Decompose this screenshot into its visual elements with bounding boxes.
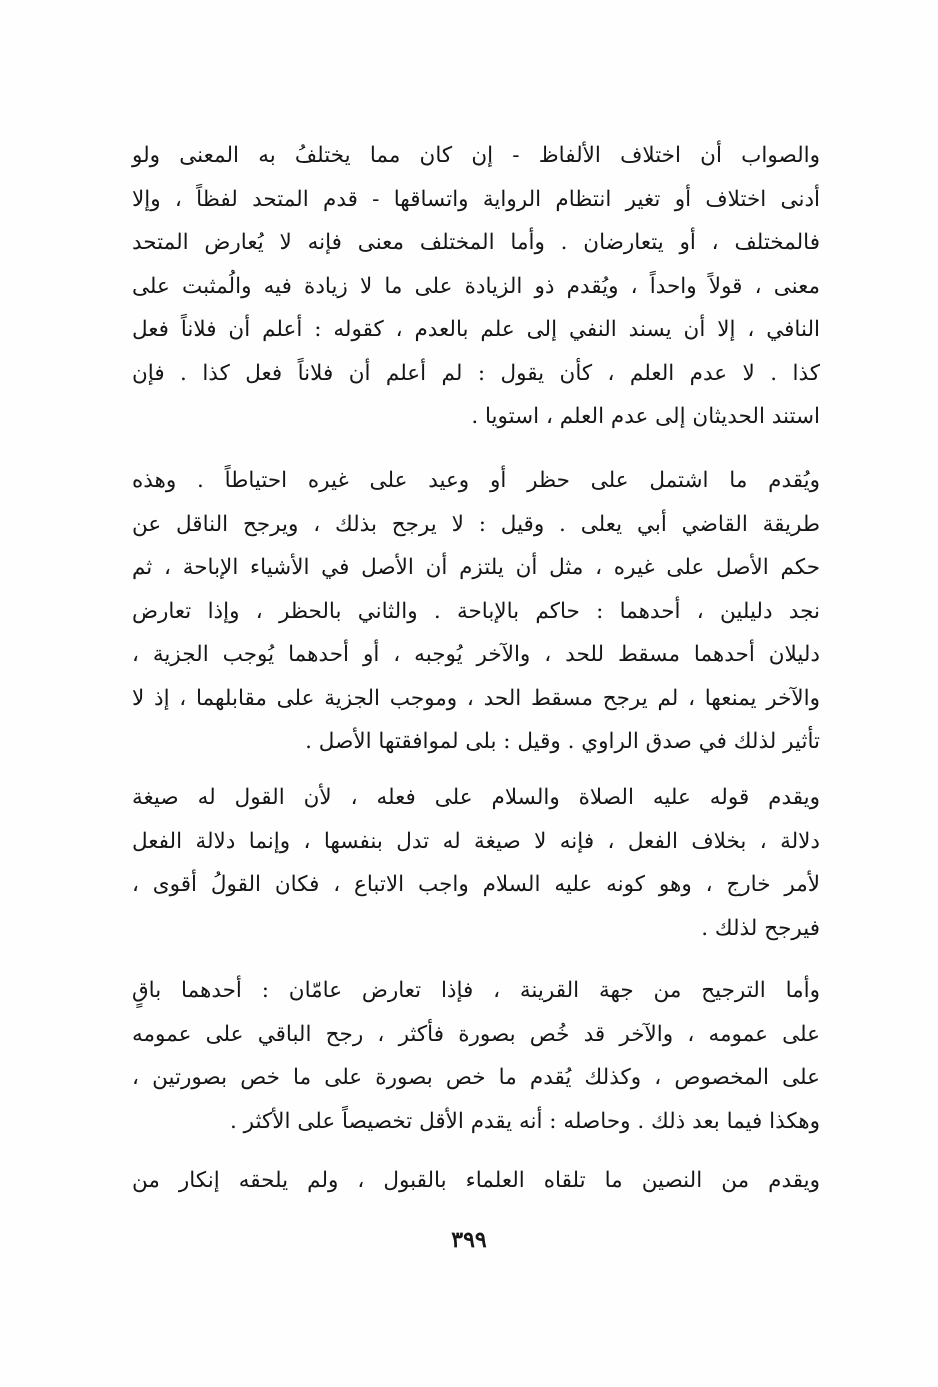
paragraph-5 <box>132 1159 820 1203</box>
text-line: دليلان أحدهما مسقط للحد ، والآخر يُوجبه ، أو أحدهما يُوجب الجزية ، <box>132 642 820 667</box>
paragraph-4 <box>132 969 820 1143</box>
page-number: ٣٩٩ <box>451 1227 487 1253</box>
paragraph-3 <box>132 776 820 950</box>
text-line: معنى ، قولاً واحداً ، ويُقدم ذو الزيادة على ما لا زيادة فيه والُمثبت على <box>132 273 820 299</box>
text-line: نجد دليلين ، أحدهما : حاكم بالإباحة . والثاني بالحظر ، وإذا تعارض <box>132 598 820 624</box>
text-line: على المخصوص ، وكذلك يُقدم ما خص بصورة على ما خص بصورتين ، <box>132 1065 820 1090</box>
paragraph-1 <box>132 134 820 439</box>
text-line: فيرجح لذلك . <box>701 915 820 941</box>
text-line: طريقة القاضي أبي يعلى . وقيل : لا يرجح بذلك ، ويرجح الناقل عن <box>132 511 820 537</box>
text-line: على عمومه ، والآخر قد خُص بصورة فأكثر ، رجح الباقي على عمومه <box>132 1021 820 1047</box>
text-line: استند الحديثان إلى عدم العلم ، استويا . <box>471 404 820 429</box>
text-line: حكم الأصل على غيره ، مثل أن يلتزم أن الأصل في الأشياء الإباحة ، ثم <box>132 555 820 580</box>
text-line: ويُقدم ما اشتمل على حظر أو وعيد على غيره احتياطاً . وهذه <box>132 468 820 493</box>
text-line: والصواب أن اختلاف الألفاظ - إن كان مما يختلفُ به المعنى ولو <box>132 143 820 168</box>
text-line: أدنى اختلاف أو تغير انتظام الرواية واتساقها - قدم المتحد لفظاً ، وإلا <box>132 186 820 212</box>
text-line: تأثير لذلك في صدق الراوي . وقيل : بلى لموافقتها الأصل . <box>305 729 820 754</box>
text-line: فالمختلف ، أو يتعارضان . وأما المختلف معنى فإنه لا يُعارض المتحد <box>132 230 820 255</box>
text-line: لأمر خارج ، وهو كونه عليه السلام واجب الاتباع ، فكان القولُ أقوى ، <box>132 872 820 897</box>
text-line: النافي ، إلا أن يسند النفي إلى علم بالعدم ، كقوله : أعلم أن فلاناً فعل <box>132 317 820 342</box>
paragraph-2 <box>132 459 820 764</box>
text-line: ويقدم من النصين ما تلقاه العلماء بالقبول ، ولم يلحقه إنكار من <box>132 1168 820 1193</box>
text-line: كذا . لا عدم العلم ، كأن يقول : لم أعلم أن فلاناً فعل كذا . فإن <box>132 360 820 386</box>
text-line: والآخر يمنعها ، لم يرجح مسقط الحد ، وموجب الجزية على مقابلهما ، إذ لا <box>132 685 820 711</box>
text-line: ويقدم قوله عليه الصلاة والسلام على فعله ، لأن القول له صيغة <box>132 785 820 810</box>
text-line: وأما الترجيح من جهة القرينة ، فإذا تعارض عامّان : أحدهما باقٍ <box>132 978 820 1003</box>
text-line: دلالة ، بخلاف الفعل ، فإنه لا صيغة له تدل بنفسها ، وإنما دلالة الفعل <box>132 828 820 854</box>
text-line: وهكذا فيما بعد ذلك . وحاصله : أنه يقدم الأقل تخصيصاً على الأكثر . <box>230 1108 820 1134</box>
